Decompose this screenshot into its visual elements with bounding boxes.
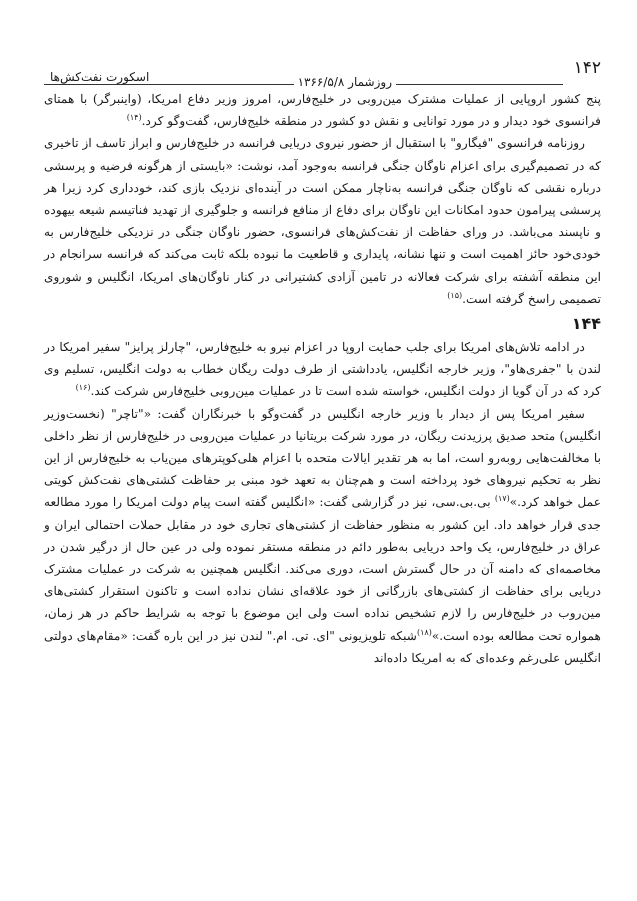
paragraph xyxy=(44,88,601,132)
paragraph-text: روزنامه فرانسوی "فیگارو" با استقبال از حضور نیروی دریایی فرانسه در خلیج‌فارس و ابراز تاسف از تاخیری که در تصمیم‌گیری برای اعزام ناوگان جنگی فرانسه به‌وجود آمد، نوشت: «بایستی از هرگونه فرضیه و پرسشی درباره نقشی که ناوگان جنگی فرانسه به‌ناچار ممکن است در آینده‌ای نزدیک بازی کند، خودداری کرد زیرا هر پرسشی پیرامون حدود امکانات این ناوگان برای دفاع از منافع فرانسه و جلوگیری از تهدید فناتیسم شیعه بیهوده و ناپسند می‌باشد. در ورای حفاظت از نفت‌کش‌های فرانسوی، حضور ناوگان جنگی در نزدیکی خلیج‌فارس به خودی‌خود حائز اهمیت است و تنها نشانه، پایداری و قاطعیت ما نبوده بلکه ثابت می‌کند که فرانسه سرانجام در این منطقه آشفته برای شرکت فعالانه در تامین آزادی کشتیرانی در کنار ناوگان‌های امریکا، انگلیس و شوروی تصمیمی راسخ گرفته است. xyxy=(44,136,601,306)
footnote-ref: (۱۶) xyxy=(75,383,91,393)
footnote-ref: (۱۷) xyxy=(494,494,510,504)
paragraph-text: شبکه تلویزیونی "ای. تی. ام." لندن نیز در این باره گفت: «مقام‌های دولتی انگلیس علی‌رغم وعده‌ای که به امریکا داده‌اند xyxy=(44,628,601,665)
footnote-ref: (۱۴) xyxy=(126,113,142,123)
book-page xyxy=(44,58,601,669)
paragraph xyxy=(44,132,601,310)
paragraph-text: سفیر امریکا پس از دیدار با وزیر خارجه انگلیس در گفت‌وگو با خبرنگاران گفت: «"تاچر" (نخست‌وزیر انگلیس) متحد صدیق پرزیدنت ریگان، در مورد شرکت بریتانیا در عملیات مین‌روبی در خلیج‌فارس از نظر داخلی با مخالفت‌هایی روبه‌رو است، اما به هر تقدیر ایالات متحده با اعزام هلی‌کوپترهای مین‌یاب به خلیج‌فارس از این نظر به تحکیم نیروهای خود پرداخته است و هم‌چنان به تعهد خود مبنی بر حفاظت کشتی‌های نفت‌کش کویتی عمل خواهد کرد.» xyxy=(44,406,601,510)
header-date: روزشمار ۱۳۶۶/۵/۸ xyxy=(294,75,396,89)
footnote-ref: (۱۸) xyxy=(416,627,432,637)
paragraph-text: پنج کشور اروپایی از عملیات مشترک مین‌روبی در خلیج‌فارس، امروز وزیر دفاع امریکا، (واینبرگر) با همتای فرانسوی خود دیدار و در مورد توانایی و نقش دو کشور در منطقه خلیج‌فارس، گفت‌وگو کرد. xyxy=(44,92,601,129)
page-number: ۱۴۲ xyxy=(573,58,601,78)
paragraph-text: بی.بی.سی، نیز در گزارشی گفت: «انگلیس گفته است پیام دولت امریکا را مورد مطالعه جدی قرار خواهد داد. این کشور به منظور حفاظت از کشتی‌های تجاری خود در مقابل حملات احتمالی ایران و عراق در خلیج‌فارس، یک واحد دریایی به‌طور دائم در منطقه مستقر نموده ولی در عین حال از درگیر شدن در مخاصمه‌ای که دامنه آن در حال گسترش است، دوری می‌کند. انگلیس همچنین به شرکت در عملیات مشترک دریایی برای حفاظت از کشتی‌های بازرگانی از خود علاقه‌ای نشان نداده است و تاکنون استقرار کشتی‌های مین‌روب در خلیج‌فارس را لازم تشخیص نداده است ولی این موضوع با توجه به شرایط حاکم در هر زمان، همواره تحت مطالعه بوده است.» xyxy=(44,495,601,643)
paragraph xyxy=(44,403,601,669)
section-number: ۱۴۴ xyxy=(571,314,601,334)
page-header xyxy=(44,58,601,88)
footnote-ref: (۱۵) xyxy=(447,290,463,300)
paragraph xyxy=(44,336,601,403)
paragraph-text: در ادامه تلاش‌های امریکا برای جلب حمایت اروپا در اعزام نیرو به خلیج‌فارس، "چارلز پرایز" سفیر امریکا در لندن با "جفری‌هاو"، وزیر خارجه انگلیس، یادداشتی از طرف دولت ریگان خطاب به دولت انگلیس، تسلیم وی کرد که در آن گویا از دولت انگلیس، خواسته شده است تا در عملیات مین‌روبی خلیج‌فارس شرکت کند. xyxy=(44,340,601,399)
book-title: اسکورت نفت‌کش‌ها xyxy=(44,70,149,84)
